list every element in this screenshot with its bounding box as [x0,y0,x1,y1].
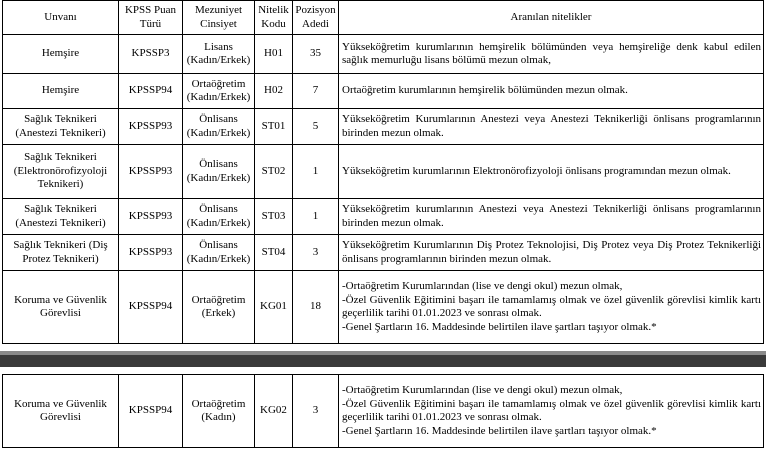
cell-nitelik: Yükseköğretim kurumlarının hemşirelik bölümünden veya hemşireliğe denk kabul edilen sağlık memurluğu lisans bölümü mezun olmak, [339,35,764,74]
table-row [3,235,764,271]
cell-mezuniyet: Ortaöğretim (Kadın) [183,375,255,448]
table-row [3,145,764,199]
cell-kod: H01 [255,35,293,74]
cell-adet: 3 [293,235,339,271]
cell-adet: 7 [293,74,339,109]
table-row [3,109,764,145]
cell-mezuniyet: Ortaöğretim (Erkek) [183,271,255,344]
cell-unvan: Hemşire [3,35,119,74]
requirement-line: -Ortaöğretim Kurumlarından (lise ve dengi okul) mezun olmak, [342,280,623,292]
cell-unvan: Sağlık Teknikeri (Anestezi Teknikeri) [3,109,119,145]
cell-kod: ST03 [255,199,293,235]
cell-puan: KPSSP93 [119,235,183,271]
requirement-line: -Genel Şartların 16. Maddesinde belirtilen ilave şartları taşıyor olmak.* [342,424,657,437]
positions-table-continued [2,374,764,448]
cell-unvan: Koruma ve Güvenlik Görevlisi [3,271,119,344]
cell-adet: 1 [293,145,339,199]
cell-nitelik: Ortaöğretim kurumlarının hemşirelik bölümünden mezun olmak. [339,74,764,109]
cell-puan: KPSSP93 [119,145,183,199]
cell-mezuniyet: Önlisans (Kadın/Erkek) [183,145,255,199]
cell-mezuniyet: Ortaöğretim (Kadın/Erkek) [183,74,255,109]
cell-mezuniyet: Önlisans (Kadın/Erkek) [183,199,255,235]
cell-kod: ST01 [255,109,293,145]
cell-adet: 3 [293,375,339,448]
table-header-row [3,1,764,35]
cell-unvan: Sağlık Teknikeri (Diş Protez Teknikeri) [3,235,119,271]
header-puan-turu: KPSS Puan Türü [119,1,183,35]
cell-nitelik [339,375,764,448]
header-mezuniyet: Mezuniyet Cinsiyet [183,1,255,35]
cell-kod: ST04 [255,235,293,271]
cell-kod: ST02 [255,145,293,199]
header-pozisyon-adedi: Pozisyon Adedi [293,1,339,35]
cell-unvan: Hemşire [3,74,119,109]
positions-table [2,0,764,344]
table-row [3,271,764,344]
cell-nitelik [339,271,764,344]
header-nitelik-kodu: Nitelik Kodu [255,1,293,35]
cell-kod: KG01 [255,271,293,344]
cell-nitelik: Yükseköğretim Kurumlarının Diş Protez Teknolojisi, Diş Protez veya Diş Protez Teknikerliği önlisans programlarının birinden mezun olmak. [339,235,764,271]
cell-puan: KPSSP3 [119,35,183,74]
cell-adet: 1 [293,199,339,235]
cell-mezuniyet: Önlisans (Kadın/Erkek) [183,109,255,145]
table-row [3,199,764,235]
table-row [3,35,764,74]
requirement-line: -Ortaöğretim Kurumlarından (lise ve dengi okul) mezun olmak, [342,384,623,396]
cell-mezuniyet: Önlisans (Kadın/Erkek) [183,235,255,271]
cell-puan: KPSSP93 [119,109,183,145]
cell-unvan: Sağlık Teknikeri (Anestezi Teknikeri) [3,199,119,235]
header-aranilan-nitelikler: Aranılan nitelikler [339,1,764,35]
cell-adet: 5 [293,109,339,145]
cell-kod: H02 [255,74,293,109]
requirement-line: -Özel Güvenlik Eğitimini başarı ile tamamlamış olmak ve özel güvenlik görevlisi kimlik kartı geçerlilik tarihi 01.01.2023 ve sonrası olmak. [342,397,761,423]
cell-kod: KG02 [255,375,293,448]
cell-puan: KPSSP94 [119,74,183,109]
requirement-line: -Genel Şartların 16. Maddesinde belirtilen ilave şartları taşıyor olmak.* [342,320,657,333]
cell-mezuniyet: Lisans (Kadın/Erkek) [183,35,255,74]
cell-puan: KPSSP93 [119,199,183,235]
header-unvan: Unvanı [3,1,119,35]
cell-nitelik: Yükseköğretim kurumlarının Elektronörofizyoloji önlisans programından mezun olmak. [339,145,764,199]
table-row [3,375,764,448]
cell-adet: 35 [293,35,339,74]
cell-nitelik: Yükseköğretim kurumlarının Anestezi veya Anestezi Teknikerliği önlisans programlarının birinden mezun olmak. [339,199,764,235]
cell-unvan: Koruma ve Güvenlik Görevlisi [3,375,119,448]
requirement-line: -Özel Güvenlik Eğitimini başarı ile tamamlamış olmak ve özel güvenlik görevlisi kimlik kartı geçerlilik tarihi 01.01.2023 ve sonrası olmak. [342,293,761,319]
page-break-divider [0,355,766,367]
cell-puan: KPSSP94 [119,271,183,344]
table-row [3,74,764,109]
cell-adet: 18 [293,271,339,344]
cell-nitelik: Yükseköğretim Kurumlarının Anestezi veya Anestezi Teknikerliği önlisans programlarının birinden mezun olmak. [339,109,764,145]
cell-unvan: Sağlık Teknikeri (Elektronörofizyoloji Teknikeri) [3,145,119,199]
cell-puan: KPSSP94 [119,375,183,448]
